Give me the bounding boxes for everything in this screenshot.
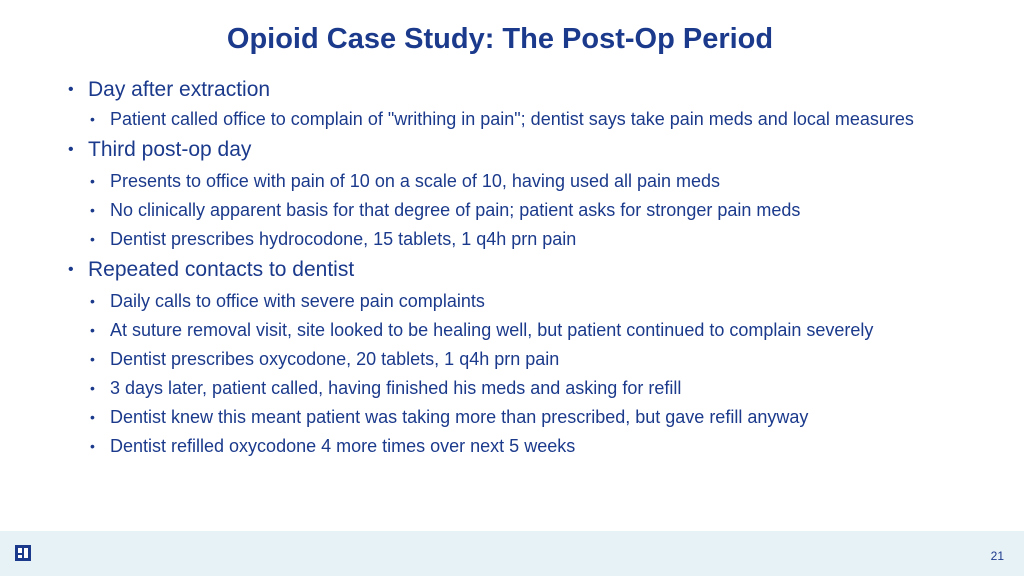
bullet-heading: • Repeated contacts to dentist [68,257,968,283]
footer-bar [0,531,1024,576]
bullet-item: • 3 days later, patient called, having finished his meds and asking for refill [90,378,968,398]
page-number: 21 [990,549,1004,563]
bullet-item: • Dentist knew this meant patient was taking more than prescribed, but gave refill anyway [90,407,968,427]
bullet-list [68,75,968,456]
bullet-item: • Patient called office to complain of "writhing in pain"; dentist says take pain meds and local measures [90,109,968,129]
bullet-item: • Dentist refilled oxycodone 4 more times over next 5 weeks [90,436,968,456]
bullet-item: • Dentist prescribes hydrocodone, 15 tablets, 1 q4h prn pain [90,229,968,249]
slide-title: Opioid Case Study: The Post-Op Period [226,23,774,55]
bullet-heading: • Third post-op day [68,137,968,163]
brand-logo-icon [15,545,31,561]
bullet-heading: • Day after extraction [68,77,968,103]
bullet-item: • Dentist prescribes oxycodone, 20 tablets, 1 q4h prn pain [90,349,968,369]
bullet-item: • At suture removal visit, site looked to be healing well, but patient continued to complain severely [90,320,968,340]
bullet-item: • Daily calls to office with severe pain complaints [90,291,968,311]
bullet-item: • No clinically apparent basis for that degree of pain; patient asks for stronger pain meds [90,200,968,220]
bullet-item: • Presents to office with pain of 10 on a scale of 10, having used all pain meds [90,171,968,191]
